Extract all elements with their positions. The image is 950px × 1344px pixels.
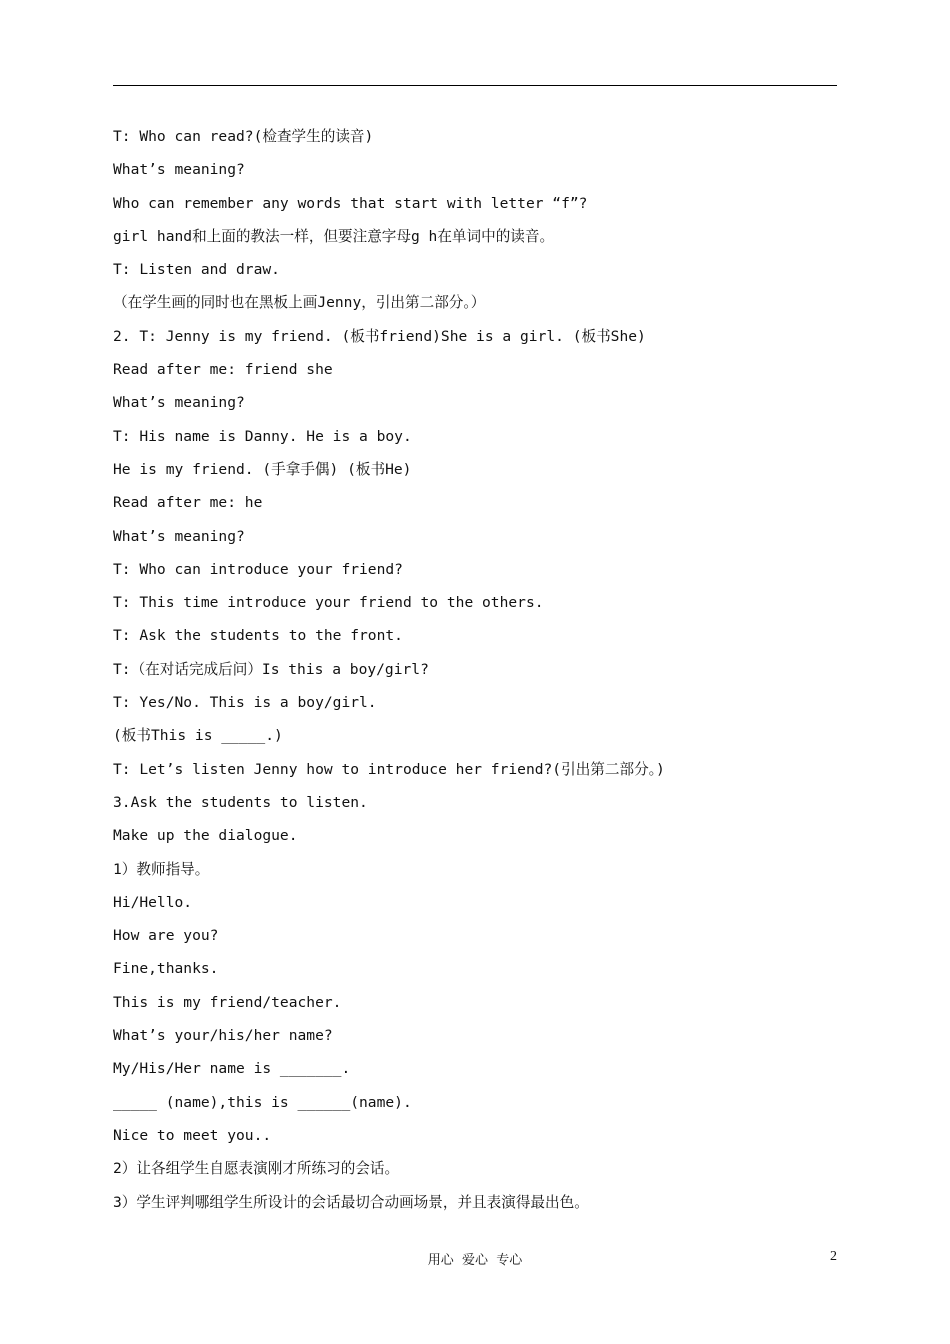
text-line: T:（在对话完成后问）Is this a boy/girl? — [113, 660, 429, 678]
text-line: He is my friend. (手拿手偶) (板书He) — [113, 460, 412, 478]
header-rule — [113, 85, 837, 86]
text-line: （在学生画的同时也在黑板上画Jenny，引出第二部分。） — [113, 294, 486, 312]
text-line: Read after me: he — [113, 494, 263, 512]
text-line: (板书This is _____.) — [113, 727, 283, 745]
text-line: This is my friend/teacher. — [113, 993, 342, 1011]
text-line: 1）教师指导。 — [113, 860, 210, 878]
text-line: How are you? — [113, 927, 219, 945]
text-line: T: Let’s listen Jenny how to introduce her friend?(引出第二部分。) — [113, 760, 665, 778]
text-line: T: His name is Danny. He is a boy. — [113, 427, 412, 445]
text-line: 3.Ask the students to listen. — [113, 793, 368, 811]
text-line: girl hand和上面的教法一样，但要注意字母g h在单词中的读音。 — [113, 227, 555, 245]
text-line: 3）学生评判哪组学生所设计的会话最切合动画场景，并且表演得最出色。 — [113, 1193, 589, 1211]
text-line: What’s meaning? — [113, 394, 245, 412]
text-line: What’s meaning? — [113, 527, 245, 545]
footer-motto: 用心 爱心 专心 — [427, 1253, 523, 1268]
text-line: Who can remember any words that start with letter “f”? — [113, 194, 588, 212]
text-line: Nice to meet you.. — [113, 1126, 272, 1144]
document-body — [113, 124, 837, 1223]
text-line: What’s your/his/her name? — [113, 1027, 333, 1045]
text-line: _____ (name),this is ______(name). — [113, 1093, 412, 1111]
page-number: 2 — [830, 1249, 837, 1264]
text-line: T: Who can read?(检查学生的读音) — [113, 128, 374, 145]
text-line: Fine,thanks. — [113, 960, 219, 978]
text-line: T: Listen and draw. — [113, 261, 280, 279]
text-line: T: Ask the students to the front. — [113, 627, 403, 645]
text-line: My/His/Her name is _______. — [113, 1060, 351, 1078]
text-line: Hi/Hello. — [113, 893, 193, 911]
text-line: Read after me: friend she — [113, 361, 333, 379]
text-line: T: This time introduce your friend to the others. — [113, 594, 544, 612]
text-line: 2）让各组学生自愿表演刚才所练习的会话。 — [113, 1160, 400, 1178]
text-line: Make up the dialogue. — [113, 827, 298, 845]
text-line: T: Yes/No. This is a boy/girl. — [113, 694, 377, 712]
text-line: 2. T: Jenny is my friend. (板书friend)She is a girl. (板书She) — [113, 327, 646, 345]
text-line: T: Who can introduce your friend? — [113, 560, 403, 578]
text-line: What’s meaning? — [113, 161, 245, 179]
